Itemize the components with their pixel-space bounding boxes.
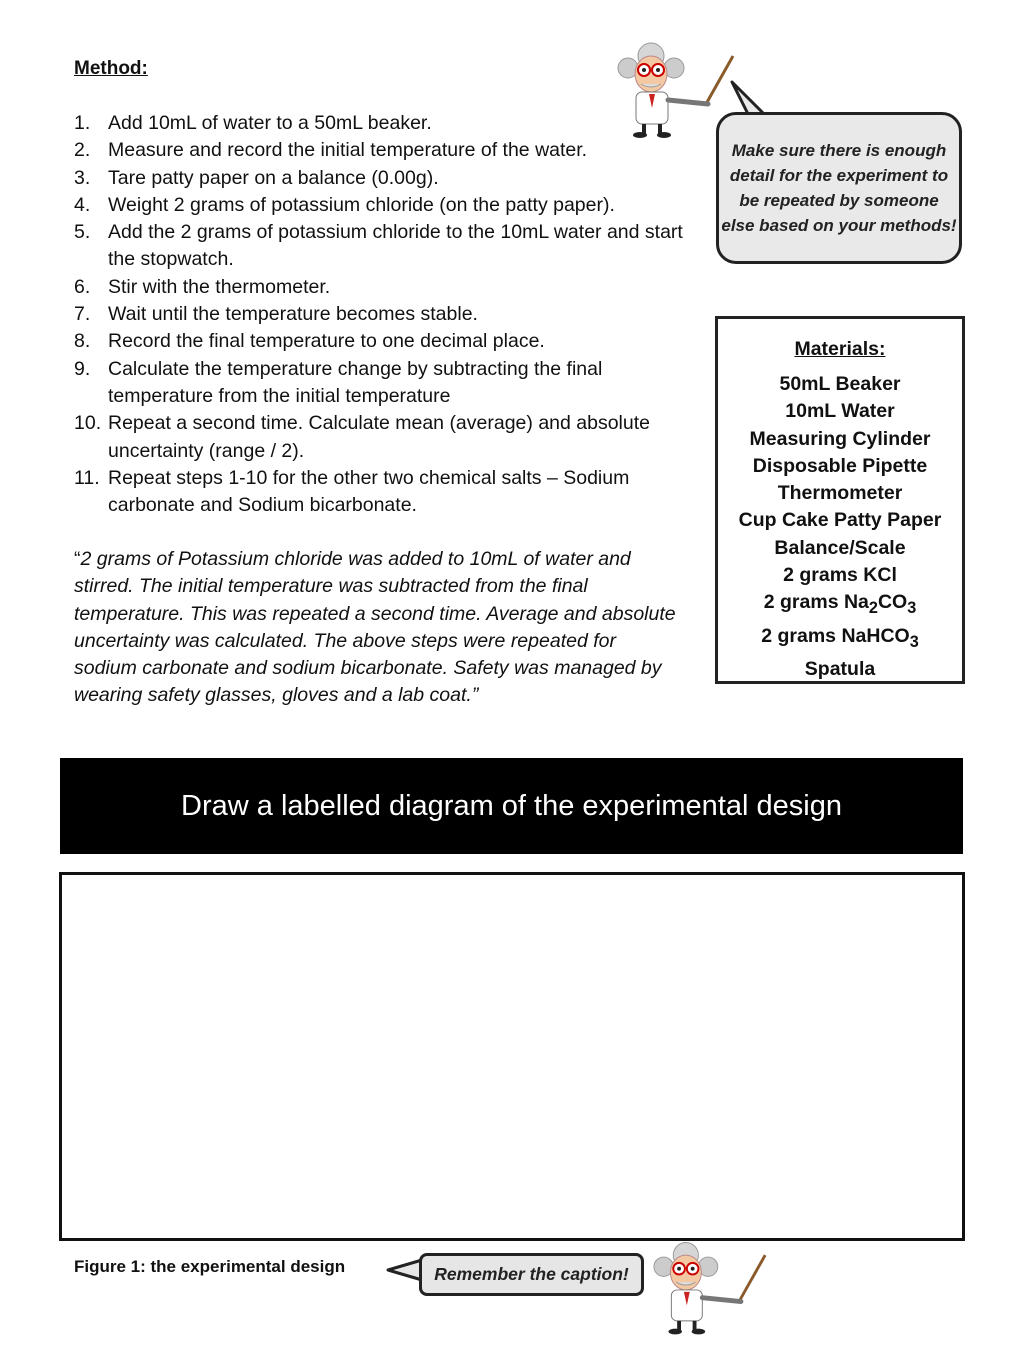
diagram-instruction-banner [60, 758, 963, 854]
speech-bubble [716, 112, 962, 264]
method-heading: Method: [74, 58, 148, 79]
materials-item: Disposable Pipette [752, 454, 928, 477]
scientist-illustration [652, 1240, 770, 1336]
materials-box [715, 316, 965, 684]
materials-item: Spatula [804, 657, 876, 680]
materials-item: Cup Cake Patty Paper [738, 509, 942, 532]
method-step: 8. Record the final temperature to one decimal place. [74, 330, 545, 353]
method-step: 5. Add the 2 grams of potassium chloride to the 10mL water and start the stopwatch. [74, 221, 683, 271]
materials-list [718, 371, 962, 683]
method-step: 4. Weight 2 grams of potassium chloride (on the patty paper). [74, 193, 615, 216]
method-step: 9. Calculate the temperature change by subtracting the final temperature from the initial temperature [74, 357, 603, 407]
diagram-drawing-area[interactable] [59, 872, 965, 1241]
materials-title: Materials: [794, 338, 886, 360]
materials-item-nahco3: 2 grams NaHCO$_3$ [761, 624, 919, 651]
method-step: 11. Repeat steps 1-10 for the other two chemical salts – Sodium carbonate and Sodium bicarbonate. [74, 466, 630, 517]
materials-item: 2 grams KCl [783, 564, 897, 587]
materials-item: Measuring Cylinder [749, 427, 931, 450]
method-step: 10. Repeat a second time. Calculate mean (average) and absolute uncertainty (range / 2). [74, 412, 650, 462]
caption-reminder-bubble [419, 1253, 644, 1296]
materials-item-na2co3: 2 grams $Na_2CO_3$ [763, 591, 917, 618]
method-step: 2. Measure and record the initial temperature of the water. [74, 139, 588, 162]
example-method-quote: “2 grams of Potassium chloride was added to 10mL of water and stirred. The initial temperature was subtracted from the final temperature. This was repeated a second time. Average and absolute uncertainty was calculated. The above steps were repeated for sodium carbonate and sodium bicarbonate. Safety was managed by wearing safety glasses, gloves and a lab coat.” [74, 548, 676, 707]
method-step: 3. Tare patty paper on a balance (0.00g). [74, 166, 439, 189]
materials-item: Thermometer [777, 482, 903, 505]
materials-item: 10mL Water [785, 400, 895, 423]
method-step: 1. Add 10mL of water to a 50mL beaker. [74, 112, 432, 134]
method-step: 7. Wait until the temperature becomes stable. [74, 303, 478, 326]
materials-item: 50mL Beaker [779, 373, 901, 395]
speech-bubble-text: Make sure there is enough detail for the experiment to be repeated by someone else based on your methods! [721, 141, 957, 235]
reminder-text: Remember the caption! [434, 1264, 629, 1284]
banner-text: Draw a labelled diagram of the experimental design [181, 789, 842, 822]
method-step: 6. Stir with the thermometer. [74, 275, 331, 298]
figure-caption: Figure 1: the experimental design [74, 1257, 346, 1276]
method-steps-list [74, 110, 694, 519]
materials-item: Balance/Scale [774, 536, 906, 559]
